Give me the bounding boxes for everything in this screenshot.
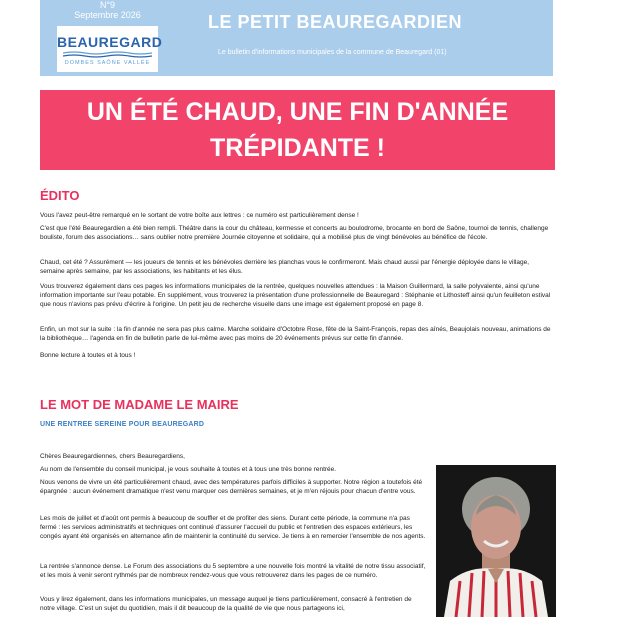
maire-paragraph: Vous y lirez également, dans les informations municipales, un message auquel je tiens particulièrement, consacré à l'entretien de notre village. C'est un sujet du quotidien, mais il dit beaucoup de la qualité de vie que nous partageons ici, <box>40 596 412 612</box>
mayor-photo <box>436 465 556 617</box>
maire-heading: LE MOT DE MADAME LE MAIRE <box>40 397 239 412</box>
issue-number: N°9 <box>99 0 116 10</box>
edito-paragraph: Vous l'avez peut-être remarqué en le sortant de votre boîte aux lettres : ce numéro est particulièrement dense ! <box>40 212 359 219</box>
headline-banner <box>40 90 555 170</box>
maire-paragraph: La rentrée s'annonce dense. Le Forum des associations du 5 septembre a une nouvelle fois montré la vitalité de notre tissu associatif, et les mois à venir seront rythmés par de nombreux rendez-vous que vous retrouverez dans les pages de ce numéro. <box>40 563 426 579</box>
edito-paragraph: Enfin, un mot sur la suite : la fin d'année ne sera pas plus calme. Marche solidaire d'Octobre Rose, fête de la Saint-François, repas des aînés, Beaujolais nouveau, animations de la bibliothèque… l'agenda en fin de bulletin parle de lui-même avec pas moins de 20 événements prévus sur cette fin d'année. <box>40 326 551 342</box>
bulletin-title: LE PETIT BEAUREGARDIEN <box>208 12 463 32</box>
logo-name: BEAUREGARD <box>57 34 163 50</box>
maire-paragraph: Nous venons de vivre un été particulièrement chaud, avec des températures parfois difficiles à supporter. Notre région a toutefois été épargnée : aucun événement dramatique n'est venu marquer ces dernières semaines, et je m'en réjouis pour chacun d'entre vous. <box>40 479 423 495</box>
maire-paragraph: Au nom de l'ensemble du conseil municipal, je vous souhaite à toutes et à tous une très bonne rentrée. <box>40 466 337 473</box>
waves-icon <box>63 51 152 59</box>
headline-line-2: TRÉPIDANTE ! <box>210 134 385 162</box>
headline-line-1: UN ÉTÉ CHAUD, UNE FIN D'ANNÉE <box>86 98 509 126</box>
beauregard-logo <box>57 26 163 72</box>
issue-date: Septembre 2026 <box>74 10 141 20</box>
edito-paragraph: Vous trouverez également dans ces pages les informations municipales de la rentrée, quelques nouvelles attendues : la Maison Guillermard, la salle polyvalente, ainsi qu'une information importante sur l'eau potable. En supplément, vous trouverez la présentation d'une professionnelle de Beauregard : Stéphanie et Lithosteff ainsi qu'un feuilleton estival que nous n'avions pas prévu d'écrire à l'origine. Un petit jeu de recherche visuelle dans une image est également proposé en page 8. <box>40 283 551 308</box>
logo-tagline: DOMBES SAÔNE VALLÉE <box>64 60 151 66</box>
mayor-portrait-image <box>436 465 556 617</box>
edito-paragraph: Chaud, cet été ? Assurément — les joueurs de tennis et les bénévoles derrière les planchas vous le confirmeront. Mais chaud aussi par l'énergie déployée dans le village, semaine après semaine, par les associations, les habitants et les élus. <box>40 259 530 275</box>
edito-paragraph: C'est que l'été Beauregardien a été bien rempli. Théâtre dans la cour du château, kermesse et concerts au boulodrome, brocante en bord de Saône, tournoi de tennis, challenge bouliste, forum des associations… sans oublier notre première Journée citoyenne et solidaire, qui a mobilisé plus de vingt bénévoles au bénéfice de l'école. <box>40 225 549 241</box>
maire-paragraph: Les mois de juillet et d'août ont permis à beaucoup de souffler et de profiter des siens. Durant cette période, la commune n'a pas fermé : les services administratifs et techniques ont continué d'assurer l'accueil du public et l'entretien des espaces extérieurs, les congés ayant été organisés en alternance afin de maintenir la continuité du service. Je tiens à en remercier l'ensemble de nos agents. <box>40 515 426 540</box>
edito-paragraph: Bonne lecture à toutes et à tous ! <box>40 352 136 359</box>
issue-info <box>60 0 155 20</box>
edito-heading: ÉDITO <box>40 188 80 203</box>
maire-paragraph: Chères Beauregardiennes, chers Beauregardiens, <box>40 453 185 460</box>
bulletin-subtitle: Le bulletin d'informations municipales de la commune de Beauregard (01) <box>218 49 447 56</box>
maire-subheading: UNE RENTREE SEREINE POUR BEAUREGARD <box>40 421 205 428</box>
